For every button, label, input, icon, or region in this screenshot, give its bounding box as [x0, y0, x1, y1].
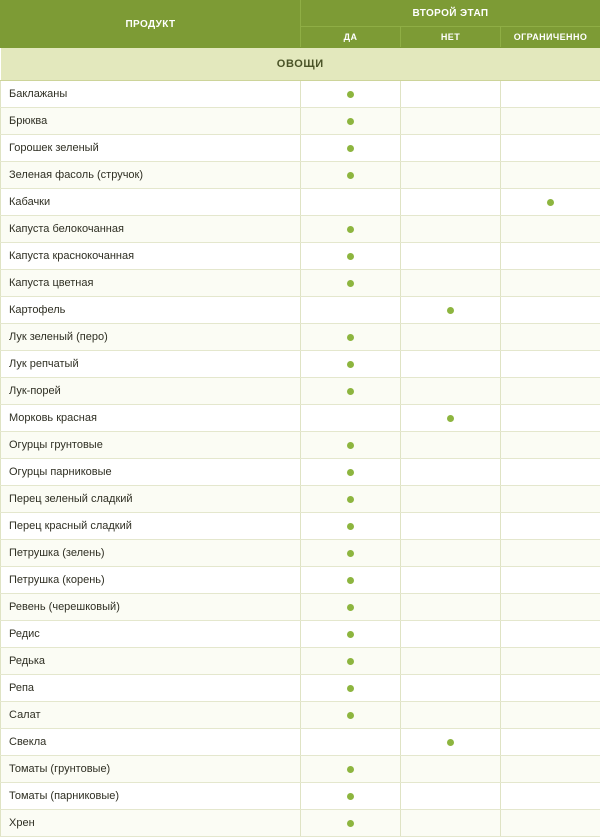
cell-limited — [501, 459, 600, 486]
cell-no — [401, 216, 501, 243]
cell-limited — [501, 270, 600, 297]
table-row — [1, 108, 600, 135]
cell-no — [401, 135, 501, 162]
cell-limited — [501, 594, 600, 621]
cell-yes — [301, 783, 401, 810]
cell-yes — [301, 324, 401, 351]
cell-yes — [301, 135, 401, 162]
cell-yes — [301, 675, 401, 702]
yes-dot-icon — [347, 388, 354, 395]
table-row — [1, 486, 600, 513]
cell-yes — [301, 729, 401, 756]
cell-yes — [301, 108, 401, 135]
yes-dot-icon — [347, 631, 354, 638]
yes-dot-icon — [347, 712, 354, 719]
cell-yes — [301, 351, 401, 378]
table-row — [1, 783, 600, 810]
table-row — [1, 81, 600, 108]
table-row — [1, 459, 600, 486]
table-body — [1, 48, 600, 837]
cell-limited — [501, 243, 600, 270]
yes-dot-icon — [347, 280, 354, 287]
cell-product: Баклажаны — [1, 81, 301, 108]
table-row — [1, 567, 600, 594]
no-dot-icon — [447, 739, 454, 746]
cell-no — [401, 324, 501, 351]
column-header-limited: ОГРАНИЧЕННО — [501, 27, 600, 48]
cell-limited — [501, 297, 600, 324]
cell-product: Ревень (черешковый) — [1, 594, 301, 621]
cell-yes — [301, 594, 401, 621]
no-dot-icon — [447, 307, 454, 314]
cell-product: Перец зеленый сладкий — [1, 486, 301, 513]
cell-product: Редис — [1, 621, 301, 648]
cell-yes — [301, 621, 401, 648]
table-row — [1, 621, 600, 648]
cell-yes — [301, 243, 401, 270]
table-row — [1, 540, 600, 567]
table-header — [1, 1, 600, 48]
table-row — [1, 324, 600, 351]
cell-product: Морковь красная — [1, 405, 301, 432]
cell-no — [401, 243, 501, 270]
cell-yes — [301, 567, 401, 594]
table-row — [1, 162, 600, 189]
yes-dot-icon — [347, 550, 354, 557]
cell-product: Зеленая фасоль (стручок) — [1, 162, 301, 189]
cell-yes — [301, 648, 401, 675]
cell-limited — [501, 702, 600, 729]
cell-product: Лук репчатый — [1, 351, 301, 378]
cell-yes — [301, 216, 401, 243]
column-header-product: ПРОДУКТ — [1, 1, 301, 48]
cell-yes — [301, 432, 401, 459]
yes-dot-icon — [347, 793, 354, 800]
table-row — [1, 594, 600, 621]
cell-limited — [501, 432, 600, 459]
cell-product: Петрушка (зелень) — [1, 540, 301, 567]
cell-no — [401, 729, 501, 756]
yes-dot-icon — [347, 577, 354, 584]
table-row — [1, 702, 600, 729]
yes-dot-icon — [347, 253, 354, 260]
table-row — [1, 243, 600, 270]
cell-no — [401, 648, 501, 675]
cell-limited — [501, 216, 600, 243]
section-label: ОВОЩИ — [1, 48, 600, 81]
cell-no — [401, 486, 501, 513]
cell-product: Лук-порей — [1, 378, 301, 405]
column-header-yes: ДА — [301, 27, 401, 48]
cell-yes — [301, 459, 401, 486]
cell-no — [401, 810, 501, 837]
table-row — [1, 648, 600, 675]
table-row — [1, 297, 600, 324]
cell-no — [401, 783, 501, 810]
cell-no — [401, 459, 501, 486]
yes-dot-icon — [347, 361, 354, 368]
table-row — [1, 378, 600, 405]
cell-no — [401, 351, 501, 378]
cell-yes — [301, 270, 401, 297]
cell-product: Брюква — [1, 108, 301, 135]
cell-no — [401, 378, 501, 405]
yes-dot-icon — [347, 118, 354, 125]
cell-limited — [501, 486, 600, 513]
cell-limited — [501, 648, 600, 675]
yes-dot-icon — [347, 334, 354, 341]
cell-limited — [501, 351, 600, 378]
yes-dot-icon — [347, 469, 354, 476]
cell-yes — [301, 513, 401, 540]
cell-yes — [301, 756, 401, 783]
cell-yes — [301, 189, 401, 216]
cell-no — [401, 675, 501, 702]
cell-yes — [301, 540, 401, 567]
cell-limited — [501, 135, 600, 162]
yes-dot-icon — [347, 145, 354, 152]
table-row — [1, 729, 600, 756]
cell-product: Петрушка (корень) — [1, 567, 301, 594]
cell-no — [401, 513, 501, 540]
table-row — [1, 810, 600, 837]
cell-no — [401, 756, 501, 783]
cell-yes — [301, 297, 401, 324]
cell-product: Репа — [1, 675, 301, 702]
cell-no — [401, 108, 501, 135]
cell-no — [401, 405, 501, 432]
table-row — [1, 135, 600, 162]
cell-yes — [301, 810, 401, 837]
cell-product: Капуста цветная — [1, 270, 301, 297]
yes-dot-icon — [347, 496, 354, 503]
cell-product: Хрен — [1, 810, 301, 837]
cell-limited — [501, 189, 600, 216]
yes-dot-icon — [347, 658, 354, 665]
cell-product: Картофель — [1, 297, 301, 324]
cell-limited — [501, 567, 600, 594]
cell-limited — [501, 783, 600, 810]
table-row — [1, 405, 600, 432]
cell-limited — [501, 108, 600, 135]
column-header-stage: ВТОРОЙ ЭТАП — [301, 1, 600, 27]
cell-limited — [501, 675, 600, 702]
cell-limited — [501, 729, 600, 756]
limited-dot-icon — [547, 199, 554, 206]
cell-limited — [501, 162, 600, 189]
table-row — [1, 351, 600, 378]
cell-product: Горошек зеленый — [1, 135, 301, 162]
yes-dot-icon — [347, 172, 354, 179]
no-dot-icon — [447, 415, 454, 422]
section-header-row — [1, 48, 600, 81]
yes-dot-icon — [347, 766, 354, 773]
cell-no — [401, 81, 501, 108]
yes-dot-icon — [347, 604, 354, 611]
cell-no — [401, 567, 501, 594]
yes-dot-icon — [347, 685, 354, 692]
cell-no — [401, 297, 501, 324]
cell-limited — [501, 405, 600, 432]
cell-yes — [301, 378, 401, 405]
yes-dot-icon — [347, 820, 354, 827]
yes-dot-icon — [347, 226, 354, 233]
cell-yes — [301, 405, 401, 432]
cell-yes — [301, 81, 401, 108]
table-row — [1, 675, 600, 702]
cell-limited — [501, 324, 600, 351]
cell-limited — [501, 810, 600, 837]
cell-no — [401, 702, 501, 729]
table-row — [1, 756, 600, 783]
cell-no — [401, 270, 501, 297]
cell-yes — [301, 162, 401, 189]
cell-product: Лук зеленый (перо) — [1, 324, 301, 351]
cell-product: Томаты (грунтовые) — [1, 756, 301, 783]
cell-product: Кабачки — [1, 189, 301, 216]
table-row — [1, 432, 600, 459]
table-row — [1, 270, 600, 297]
column-header-no: НЕТ — [401, 27, 501, 48]
cell-no — [401, 621, 501, 648]
cell-no — [401, 189, 501, 216]
cell-limited — [501, 621, 600, 648]
cell-product: Свекла — [1, 729, 301, 756]
cell-yes — [301, 486, 401, 513]
cell-product: Капуста белокочанная — [1, 216, 301, 243]
table-row — [1, 189, 600, 216]
cell-limited — [501, 540, 600, 567]
cell-no — [401, 540, 501, 567]
cell-no — [401, 432, 501, 459]
yes-dot-icon — [347, 442, 354, 449]
cell-yes — [301, 702, 401, 729]
cell-product: Капуста краснокочанная — [1, 243, 301, 270]
cell-product: Огурцы грунтовые — [1, 432, 301, 459]
table-row — [1, 513, 600, 540]
table-row — [1, 216, 600, 243]
cell-product: Огурцы парниковые — [1, 459, 301, 486]
cell-product: Редька — [1, 648, 301, 675]
cell-product: Томаты (парниковые) — [1, 783, 301, 810]
yes-dot-icon — [347, 91, 354, 98]
cell-product: Перец красный сладкий — [1, 513, 301, 540]
cell-no — [401, 594, 501, 621]
cell-limited — [501, 378, 600, 405]
cell-product: Салат — [1, 702, 301, 729]
cell-limited — [501, 513, 600, 540]
cell-limited — [501, 81, 600, 108]
cell-limited — [501, 756, 600, 783]
cell-no — [401, 162, 501, 189]
yes-dot-icon — [347, 523, 354, 530]
